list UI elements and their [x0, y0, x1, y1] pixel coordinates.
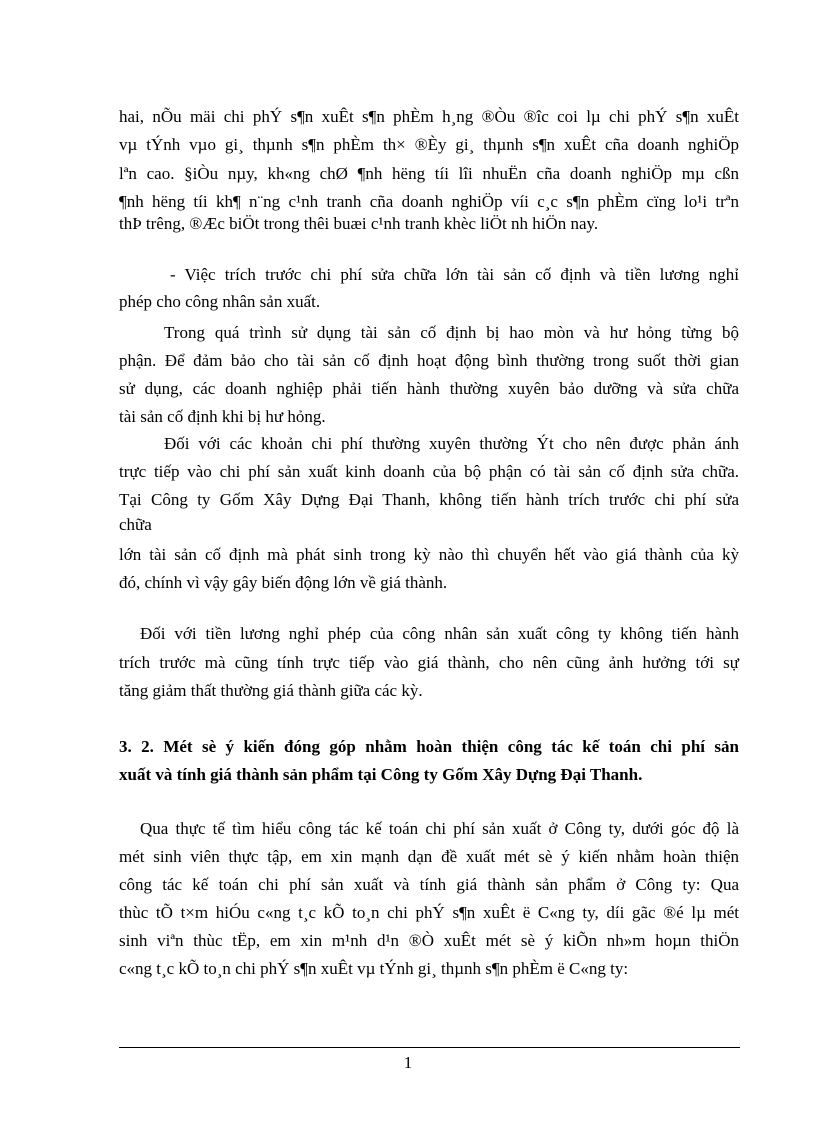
body-line: hai, nÕu mäi chi phÝ s¶n xuÊt s¶n phÈm h¸ng ®Òu ®îc coi lµ chi phÝ s¶n xuÊt: [119, 107, 739, 126]
body-line: Qua thực tế tìm hiểu công tác kế toán chi phí sản xuất ở Công ty, dưới góc độ là: [140, 819, 739, 838]
body-line: mét sinh viên thực tập, em xin mạnh dạn đề xuất mét sè ý kiến nhằm hoàn thiện: [119, 847, 739, 866]
body-line: Đối với tiền lương nghỉ phép của công nhân sản xuất công ty không tiến hành: [140, 624, 739, 643]
body-line: đó, chính vì vậy gây biến động lớn về giá thành.: [119, 573, 448, 592]
body-line: c«ng t¸c kÕ to¸n chi phÝ s¶n xuÊt vµ tÝnh gi¸ thµnh s¶n phÈm ë C«ng ty:: [119, 959, 629, 978]
body-line: tăng giảm thất thường giá thành giữa các kỳ.: [119, 681, 423, 700]
body-line: vµ tÝnh vµo gi¸ thµnh s¶n phÈm th× ®Èy gi¸ thµnh s¶n xuÊt cña doanh nghiÖp: [119, 135, 739, 154]
section-heading: xuất và tính giá thành sản phẩm tại Công ty Gốm Xây Dựng Đại Thanh.: [119, 765, 643, 784]
footer-rule: [119, 1047, 740, 1048]
page-number: 1: [403, 1053, 413, 1072]
body-line: phận. Để đảm bảo cho tài sản cố định hoạt động bình thường trong suốt thời gian: [119, 351, 739, 370]
body-line: tài sản cố định khi bị hư hỏng.: [119, 407, 326, 426]
body-line: - Việc trích trước chi phí sửa chữa lớn tài sản cố định và tiền lương nghỉ: [170, 265, 739, 284]
body-line: Trong quá trình sử dụng tài sản cố định bị hao mòn và hư hỏng từng bộ: [164, 323, 739, 342]
body-line: lªn cao. §iÒu nµy, kh«ng chØ ¶nh hëng tíi lîi nhuËn cña doanh nghiÖp mµ cßn: [119, 164, 739, 183]
body-line: Tại Công ty Gốm Xây Dựng Đại Thanh, không tiến hành trích trước chi phí sửa: [119, 490, 739, 509]
body-line: công tác kế toán chi phí sản xuất và tính giá thành sản phẩm ở Công ty: Qua: [119, 875, 739, 894]
body-line: trực tiếp vào chi phí sản xuất kinh doanh của bộ phận có tài sản cố định sửa chữa.: [119, 462, 739, 481]
body-line: sử dụng, các doanh nghiệp phải tiến hành thường xuyên bảo dưỡng và sửa chữa: [119, 379, 739, 398]
body-line: sinh viªn thùc tËp, em xin m¹nh d¹n ®Ò xuÊt mét sè ý kiÕn nh»m hoµn thiÖn: [119, 931, 739, 950]
body-line: thÞ trêng, ®Æc biÖt trong thêi buæi c¹nh tranh khèc liÖt nh hiÖn nay.: [119, 214, 599, 233]
section-heading: 3. 2. Mét sè ý kiến đóng góp nhằm hoàn thiện công tác kế toán chi phí sản: [119, 737, 739, 756]
body-line: trích trước mà cũng tính trực tiếp vào giá thành, cho nên cũng ảnh hưởng tới sự: [119, 653, 739, 672]
body-line: ¶nh hëng tíi kh¶ n¨ng c¹nh tranh cña doanh nghiÖp víi c¸c s¶n phÈm cïng lo¹i trªn: [119, 192, 739, 211]
body-line: lớn tài sản cố định mà phát sinh trong kỳ nào thì chuyển hết vào giá thành của kỳ: [119, 545, 739, 564]
body-line: thùc tÕ t×m hiÓu c«ng t¸c kÕ to¸n chi phÝ s¶n xuÊt ë C«ng ty, díi gãc ®é lµ mét: [119, 903, 739, 922]
body-line: chữa: [119, 515, 152, 534]
body-line: Đối với các khoản chi phí thường xuyên thường Ýt cho nên được phản ánh: [164, 434, 739, 453]
body-line: phép cho công nhân sản xuất.: [119, 292, 321, 311]
